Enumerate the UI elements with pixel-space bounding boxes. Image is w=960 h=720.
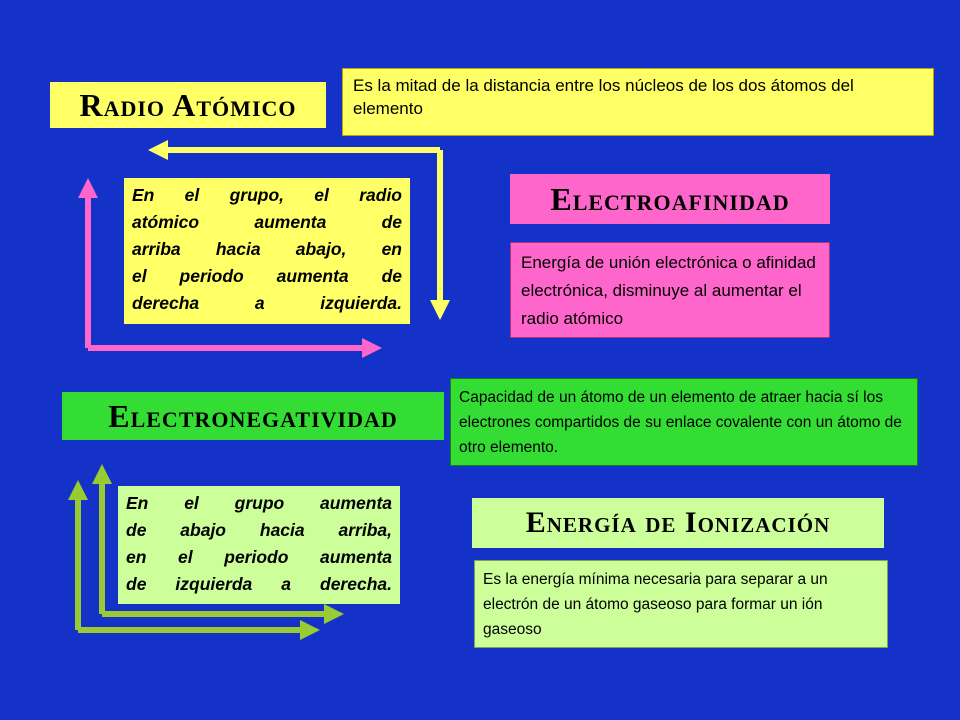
radio-atomico-rule bbox=[124, 178, 410, 324]
electronegatividad-title: Electronegatividad bbox=[62, 392, 444, 440]
energia-ionizacion-title: Energía de Ionización bbox=[472, 498, 884, 548]
electronegatividad-rule bbox=[118, 486, 400, 604]
electroafinidad-definition: Energía de unión electrónica o afinidad electrónica, disminuye al aumentar el radio atómico bbox=[510, 242, 830, 338]
rule-line: el periodo aumenta de bbox=[132, 266, 402, 286]
electroafinidad-group-arrow bbox=[78, 178, 98, 348]
rule-line: de izquierda a derecha. bbox=[126, 574, 392, 594]
rule-line: derecha a izquierda. bbox=[132, 293, 402, 313]
energia-ionizacion-definition: Es la energía mínima necesaria para separar a un electrón de un átomo gaseoso para formar un ión gaseoso bbox=[474, 560, 888, 648]
rule-line: atómico aumenta de bbox=[132, 212, 402, 232]
rule-line: de abajo hacia arriba, bbox=[126, 520, 392, 540]
rule-line: arriba hacia abajo, en bbox=[132, 239, 402, 259]
electronegatividad-definition: Capacidad de un átomo de un elemento de atraer hacia sí los electrones compartidos de su enlace covalente con un átomo de otro elemento. bbox=[450, 378, 918, 466]
radio-atomico-definition: Es la mitad de la distancia entre los núcleos de los dos átomos del elemento bbox=[342, 68, 934, 136]
electroafinidad-period-arrow bbox=[88, 338, 382, 358]
rule-line: En el grupo aumenta bbox=[126, 493, 392, 513]
radio-period-arrow bbox=[148, 140, 440, 160]
rule-line: En el grupo, el radio bbox=[132, 185, 402, 205]
radio-group-arrow bbox=[430, 150, 450, 320]
radio-atomico-title: Radio Atómico bbox=[50, 82, 326, 128]
electroafinidad-title: Electroafinidad bbox=[510, 174, 830, 224]
rule-line: en el periodo aumenta bbox=[126, 547, 392, 567]
